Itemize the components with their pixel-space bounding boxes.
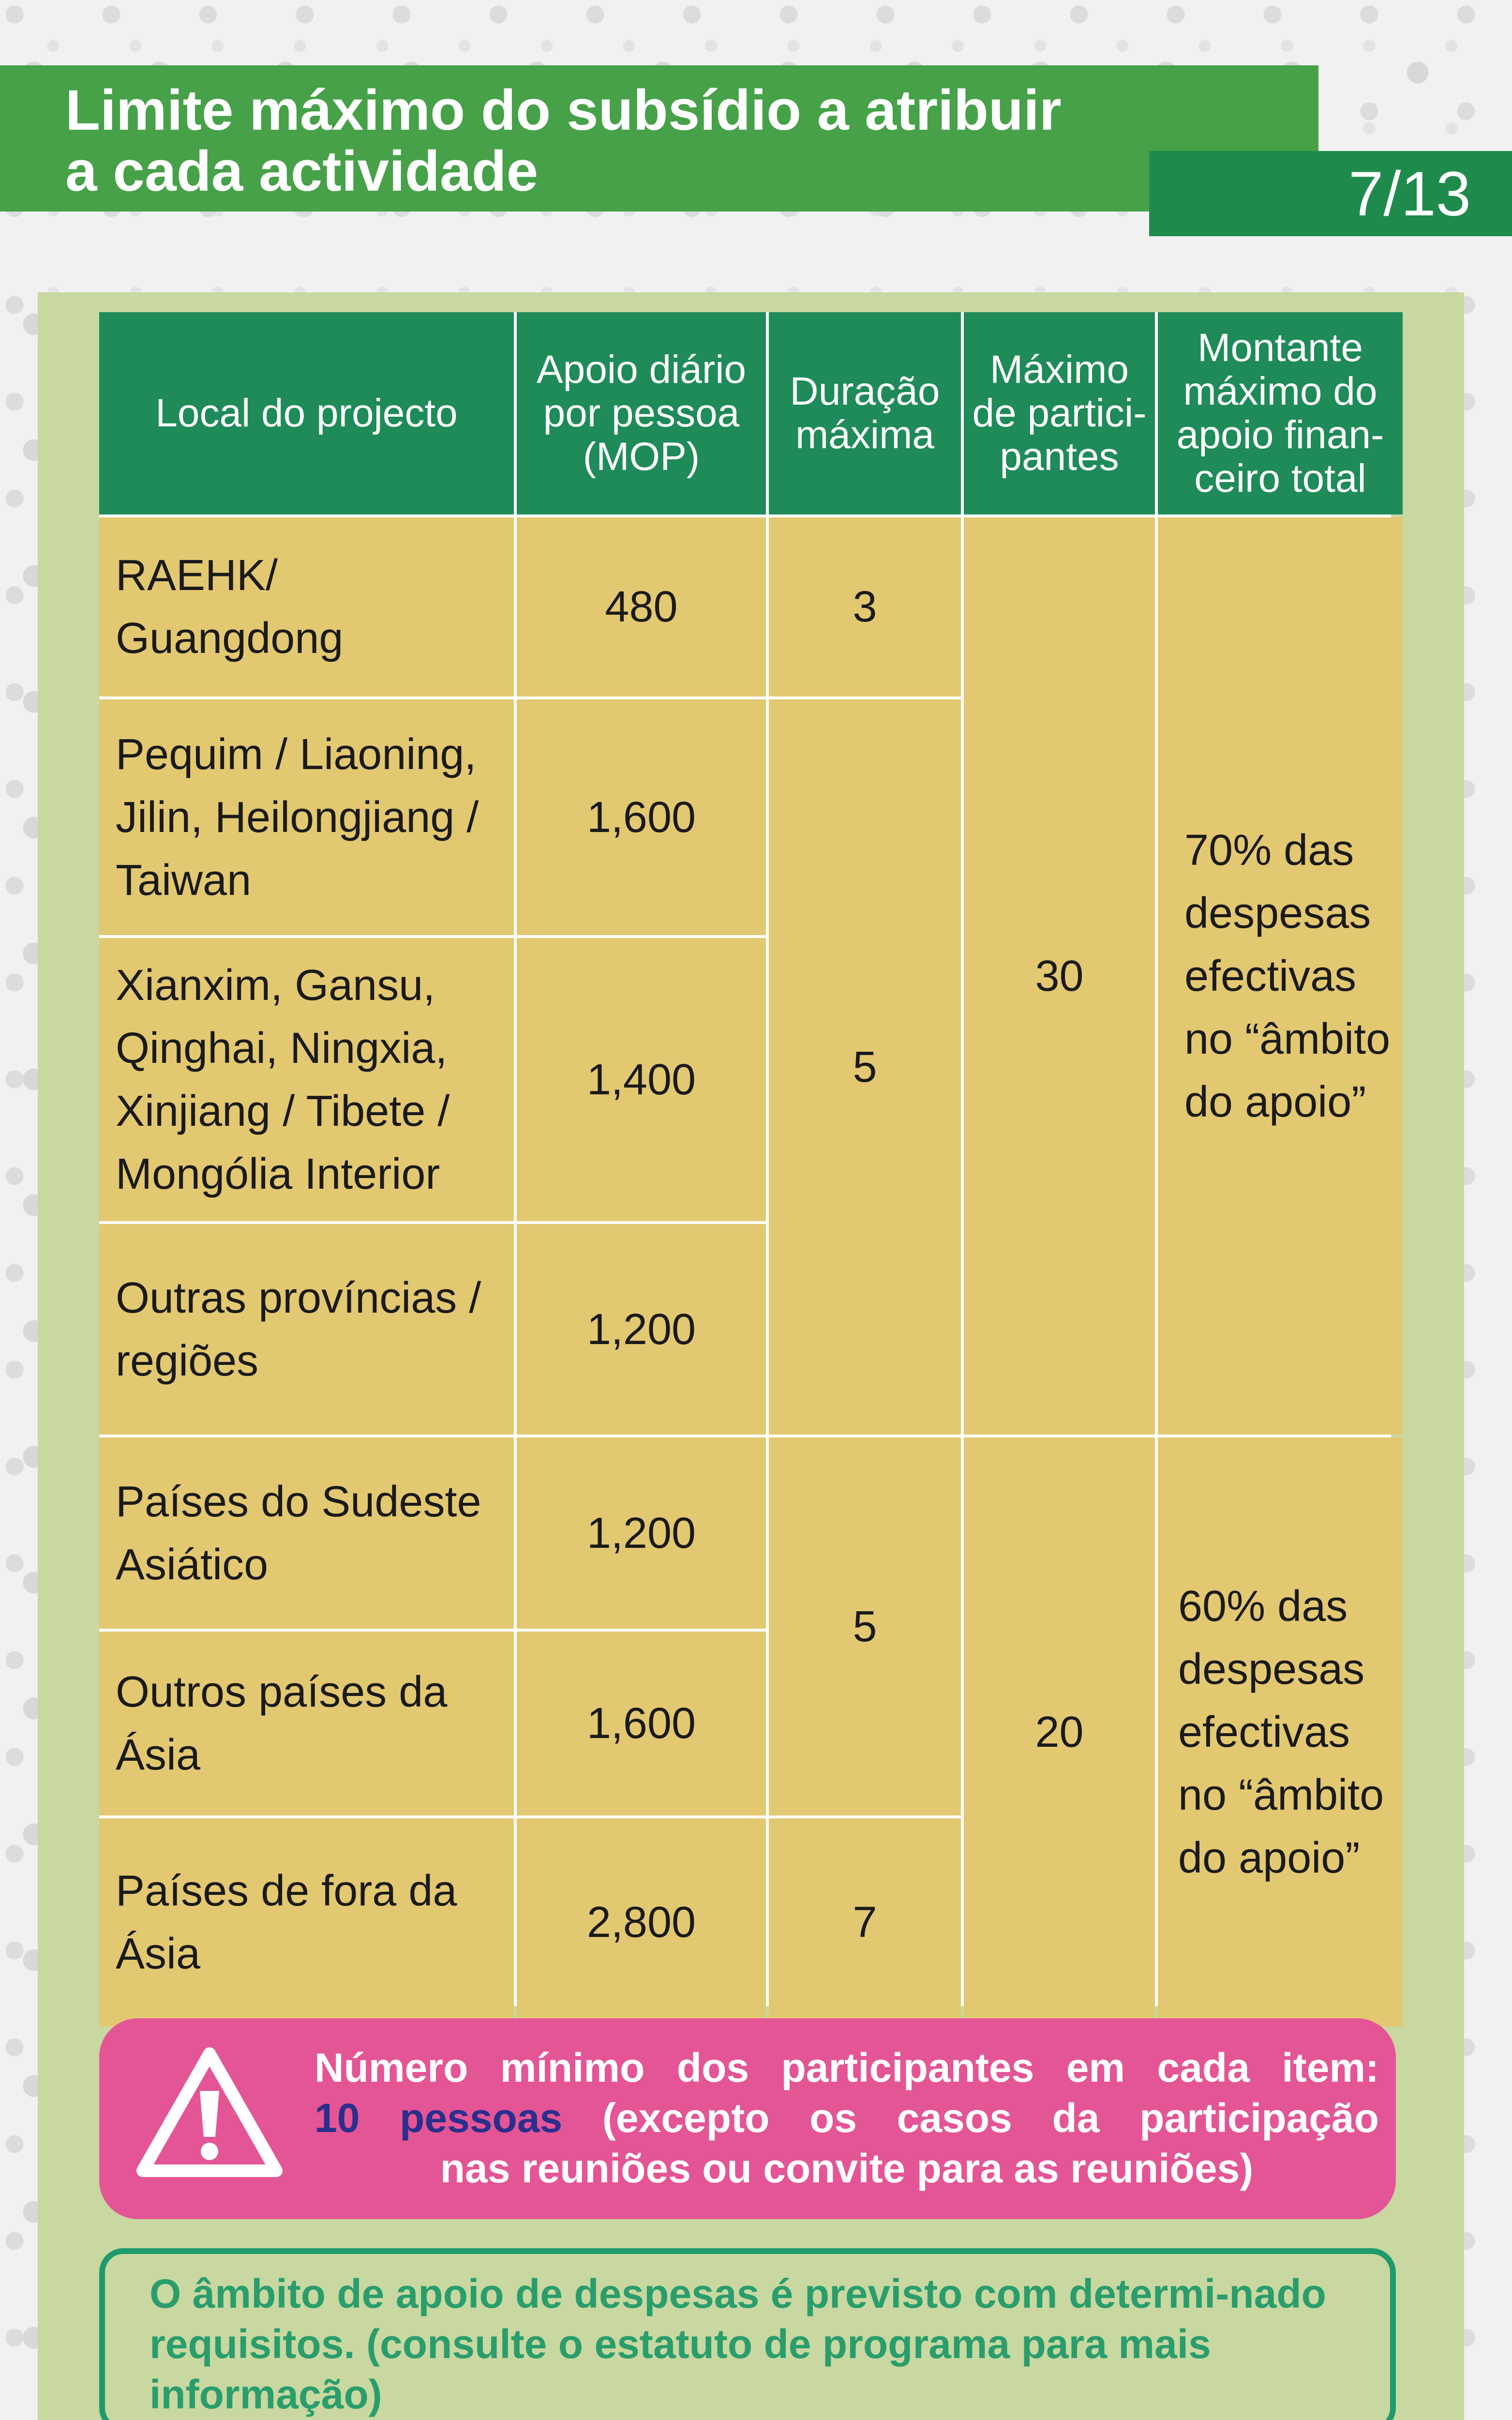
duration-cell: 3 <box>769 517 961 696</box>
warning-triangle-icon <box>132 2040 287 2185</box>
total-amount-cell: 60% das despesas efectivas no “âmbito do apoio” <box>1158 1437 1403 2027</box>
location-cell: Pequim / Liaoning, Jilin, Heilongjiang / Taiwan <box>99 699 514 935</box>
page-title <box>65 80 1275 202</box>
warning-line-3: nas reuniões ou convite para as reuniões) <box>440 2146 1254 2191</box>
daily-support-cell: 1,200 <box>517 1224 766 1435</box>
location-cell: Outros países da Ásia <box>99 1632 514 1815</box>
duration-cell: 5 <box>769 699 961 1435</box>
warning-text <box>314 2042 1379 2193</box>
location-cell: Países de fora da Ásia <box>99 1818 514 2027</box>
participants-cell: 30 <box>964 517 1155 1435</box>
header-max-duration: Duração máxima <box>769 312 961 514</box>
participants-cell: 20 <box>964 1437 1155 2027</box>
duration-cell: 7 <box>769 1818 961 2027</box>
location-cell: Xianxim, Gansu, Qinghai, Ningxia, Xinjiang / Tibete / Mongólia Interior <box>99 938 514 1221</box>
warning-line-2 <box>314 2093 1379 2143</box>
subsidy-table <box>99 312 1391 2006</box>
daily-support-cell: 2,800 <box>517 1818 766 2027</box>
warning-line-1: Número mínimo dos participantes em cada item: <box>314 2045 1379 2090</box>
daily-support-cell: 480 <box>517 517 766 696</box>
warning-highlight: 10 pessoas <box>314 2095 563 2141</box>
header-max-participants: Máximo de partici-pantes <box>964 312 1155 514</box>
location-cell: RAEHK/ Guangdong <box>99 517 514 696</box>
location-cell: Países do Sudeste Asiático <box>99 1437 514 1629</box>
expense-scope-note: O âmbito de apoio de despesas é previsto com determi-nado requisitos. (consulte o estatuto de programa para mais informação) <box>99 2248 1396 2420</box>
daily-support-cell: 1,400 <box>517 938 766 1221</box>
daily-support-cell: 1,600 <box>517 1632 766 1815</box>
page-indicator: 7/13 <box>1149 151 1512 236</box>
warning-line-2-text: (excepto os casos da participação <box>602 2095 1379 2141</box>
total-amount-cell: 70% das despesas efectivas no “âmbito do apoio” <box>1158 517 1403 1435</box>
header-daily-support: Apoio diário por pessoa (MOP) <box>517 312 766 514</box>
minimum-participants-notice <box>99 2018 1396 2219</box>
header-location: Local do projecto <box>99 312 514 514</box>
daily-support-cell: 1,600 <box>517 699 766 935</box>
location-cell: Outras províncias / regiões <box>99 1224 514 1435</box>
page-title-line-1: Limite máximo do subsídio a atribuir <box>65 78 1062 142</box>
daily-support-cell: 1,200 <box>517 1437 766 1629</box>
header-max-total: Montante máximo do apoio finan-ceiro total <box>1158 312 1403 514</box>
page-title-line-2: a cada actividade <box>65 139 539 203</box>
duration-cell: 5 <box>769 1437 961 1815</box>
